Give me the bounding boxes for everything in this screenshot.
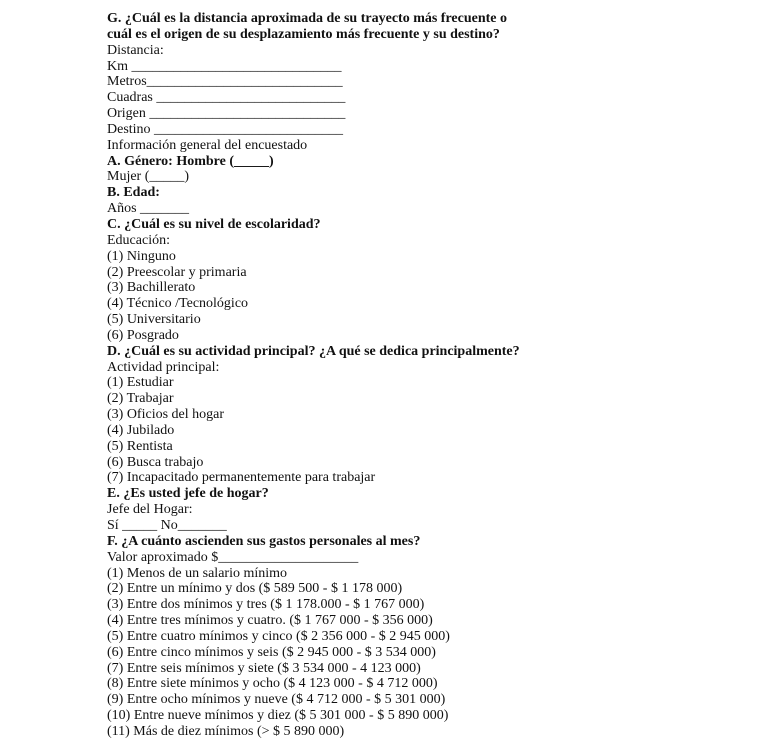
text-line: Origen ____________________________: [107, 106, 346, 122]
text-line: (2) Entre un mínimo y dos ($ 589 500 - $ 1 178 000): [107, 581, 403, 597]
text-line: (1) Ninguno: [107, 248, 176, 264]
question-heading: E. ¿Es usted jefe de hogar?: [107, 486, 269, 502]
text-line: Sí _____ No_______: [107, 518, 227, 533]
question-heading: A. Género: Hombre (_____): [107, 153, 274, 169]
text-line: (4) Jubilado: [107, 422, 175, 438]
text-line: (9) Entre ocho mínimos y nueve ($ 4 712 000 - $ 5 301 000): [107, 692, 446, 708]
text-line: Actividad principal:: [107, 359, 220, 375]
text-line: (5) Universitario: [107, 312, 201, 328]
text-line: (6) Entre cinco mínimos y seis ($ 2 945 000 - $ 3 534 000): [107, 644, 436, 660]
text-line: (4) Entre tres mínimos y cuatro. ($ 1 767 000 - $ 356 000): [107, 613, 433, 629]
text-line: (6) Posgrado: [107, 327, 179, 343]
text-line: Información general del encuestado: [107, 137, 308, 153]
text-line: Distancia:: [107, 42, 164, 58]
text-line: Años _______: [107, 201, 190, 217]
text-line: (1) Menos de un salario mínimo: [107, 565, 288, 581]
question-heading: cuál es el origen de su desplazamiento más frecuente y su destino?: [107, 26, 500, 42]
text-line: Destino ___________________________: [107, 121, 344, 137]
text-line: Mujer (_____): [107, 169, 190, 185]
text-line: (2) Preescolar y primaria: [107, 264, 247, 280]
question-heading: B. Edad:: [107, 185, 160, 201]
text-line: (1) Estudiar: [107, 375, 174, 391]
text-line: (6) Busca trabajo: [107, 454, 204, 470]
text-line: Valor aproximado $____________________: [107, 549, 359, 565]
text-line: (7) Entre seis mínimos y siete ($ 3 534 000 - 4 123 000): [107, 660, 421, 676]
question-heading: F. ¿A cuánto ascienden sus gastos personales al mes?: [107, 533, 421, 549]
question-heading: C. ¿Cuál es su nivel de escolaridad?: [107, 216, 321, 232]
text-line: (5) Entre cuatro mínimos y cinco ($ 2 356 000 - $ 2 945 000): [107, 628, 450, 644]
text-line: (10) Entre nueve mínimos y diez ($ 5 301 000 - $ 5 890 000): [107, 708, 449, 724]
text-line: Educación:: [107, 232, 170, 248]
text-line: (3) Oficios del hogar: [107, 407, 225, 423]
text-line: (3) Bachillerato: [107, 280, 196, 296]
text-line: Cuadras ___________________________: [107, 90, 346, 106]
text-line: (4) Técnico /Tecnológico: [107, 296, 249, 312]
text-line: (2) Trabajar: [107, 391, 174, 407]
survey-document: [107, 11, 520, 740]
question-heading: G. ¿Cuál es la distancia aproximada de su trayecto más frecuente o: [107, 11, 508, 26]
text-line: (7) Incapacitado permanentemente para trabajar: [107, 470, 376, 486]
text-line: Metros____________________________: [107, 74, 343, 90]
text-line: (3) Entre dos mínimos y tres ($ 1 178.000 - $ 1 767 000): [107, 597, 425, 613]
text-line: Km ______________________________: [107, 58, 342, 74]
question-heading: D. ¿Cuál es su actividad principal? ¿A qué se dedica principalmente?: [107, 343, 520, 359]
text-line: (8) Entre siete mínimos y ocho ($ 4 123 000 - $ 4 712 000): [107, 676, 438, 692]
text-line: (5) Rentista: [107, 438, 173, 454]
text-line: (11) Más de diez mínimos (> $ 5 890 000): [107, 723, 345, 739]
text-line: Jefe del Hogar:: [107, 502, 193, 518]
